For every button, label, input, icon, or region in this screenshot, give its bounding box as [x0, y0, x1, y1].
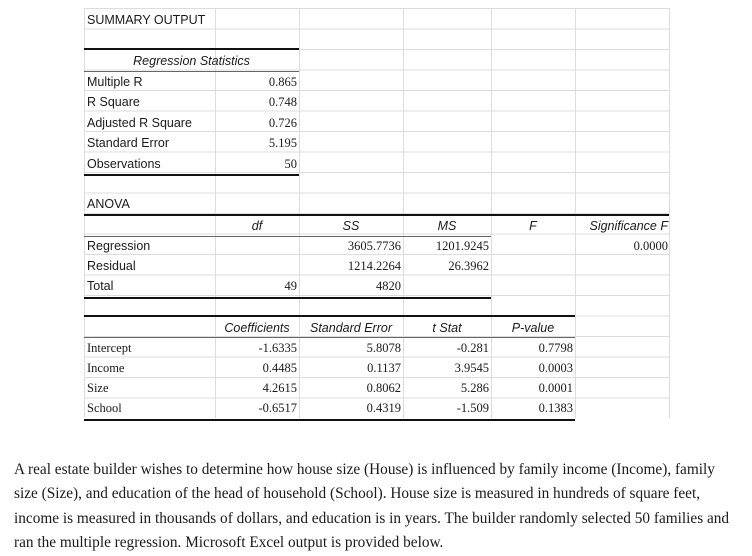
coef-row-label: Income — [87, 361, 125, 375]
coef-row-label: Size — [87, 381, 109, 395]
coef-value: -1.6335 — [258, 341, 297, 355]
coef-p-value: 0.1383 — [538, 401, 573, 415]
coef-p-value: 0.0001 — [538, 381, 573, 395]
coef-col-coefficients: Coefficients — [224, 321, 290, 335]
coef-row-label: Intercept — [87, 341, 132, 355]
table-rule — [84, 48, 299, 50]
table-rule — [84, 297, 491, 299]
stat-label: Adjusted R Square — [87, 116, 192, 130]
table-rule — [84, 174, 299, 176]
anova-ms: 1201.9245 — [435, 239, 489, 253]
stat-value: 0.865 — [268, 75, 297, 89]
coef-t-stat: -0.281 — [456, 341, 489, 355]
anova-col-significance-f: Significance F — [589, 219, 668, 233]
anova-ss: 1214.2264 — [347, 259, 401, 273]
coef-row-label: School — [87, 401, 122, 415]
coef-t-stat: 5.286 — [460, 381, 489, 395]
stat-value: 50 — [284, 157, 297, 171]
coef-t-stat: 3.9545 — [454, 361, 489, 375]
coef-std-error: 0.4319 — [366, 401, 401, 415]
regression-output-sheet — [84, 8, 670, 418]
coef-std-error: 0.1137 — [367, 361, 401, 375]
stat-value: 5.195 — [268, 136, 297, 150]
anova-col-ss: SS — [342, 219, 360, 233]
anova-heading: ANOVA — [87, 197, 130, 211]
coef-p-value: 0.0003 — [538, 361, 573, 375]
stat-label: Observations — [87, 157, 161, 171]
anova-significance-f: 0.0000 — [633, 239, 668, 253]
coef-t-stat: -1.509 — [456, 401, 489, 415]
coef-std-error: 0.8062 — [366, 381, 401, 395]
anova-row-label: Residual — [87, 259, 136, 273]
anova-col-ms: MS — [437, 219, 457, 233]
anova-df: 49 — [284, 279, 297, 293]
anova-col-df: df — [251, 219, 263, 233]
coef-col-t-stat: t Stat — [432, 321, 462, 335]
stat-value: 0.748 — [268, 95, 297, 109]
stat-label: Standard Error — [87, 136, 169, 150]
anova-ms: 26.3962 — [448, 259, 489, 273]
regression-statistics-heading: Regression Statistics — [133, 54, 250, 68]
coef-value: 0.4485 — [262, 361, 297, 375]
stat-label: Multiple R — [87, 75, 143, 89]
grid-line — [669, 8, 670, 418]
coef-col-standard-error: Standard Error — [310, 321, 392, 335]
summary-title: SUMMARY OUTPUT — [87, 13, 206, 27]
grid-line — [575, 8, 576, 418]
anova-ss: 3605.7736 — [347, 239, 401, 253]
anova-ss: 4820 — [376, 279, 401, 293]
stat-label: R Square — [87, 95, 140, 109]
coef-col-p-value: P-value — [511, 321, 555, 335]
coef-value: 4.2615 — [262, 381, 297, 395]
stat-value: 0.726 — [268, 116, 297, 130]
coef-std-error: 5.8078 — [366, 341, 401, 355]
coef-p-value: 0.7798 — [538, 341, 573, 355]
anova-row-label: Regression — [87, 239, 151, 253]
table-rule — [84, 315, 575, 317]
problem-description: A real estate builder wishes to determine how house size (House) is influenced by family income (Income), family size (Size), and education of the head of household (School). House size is measured in hundreds of square feet, income is measured in thousands of dollars, and education is in years. The builder randomly selected 50 families and ran the multiple regression. Microsoft Excel output is provided below. — [14, 461, 730, 551]
anova-row-label: Total — [87, 279, 114, 293]
anova-col-f: F — [529, 219, 537, 233]
coef-value: -0.6517 — [258, 401, 297, 415]
table-rule — [84, 419, 575, 421]
